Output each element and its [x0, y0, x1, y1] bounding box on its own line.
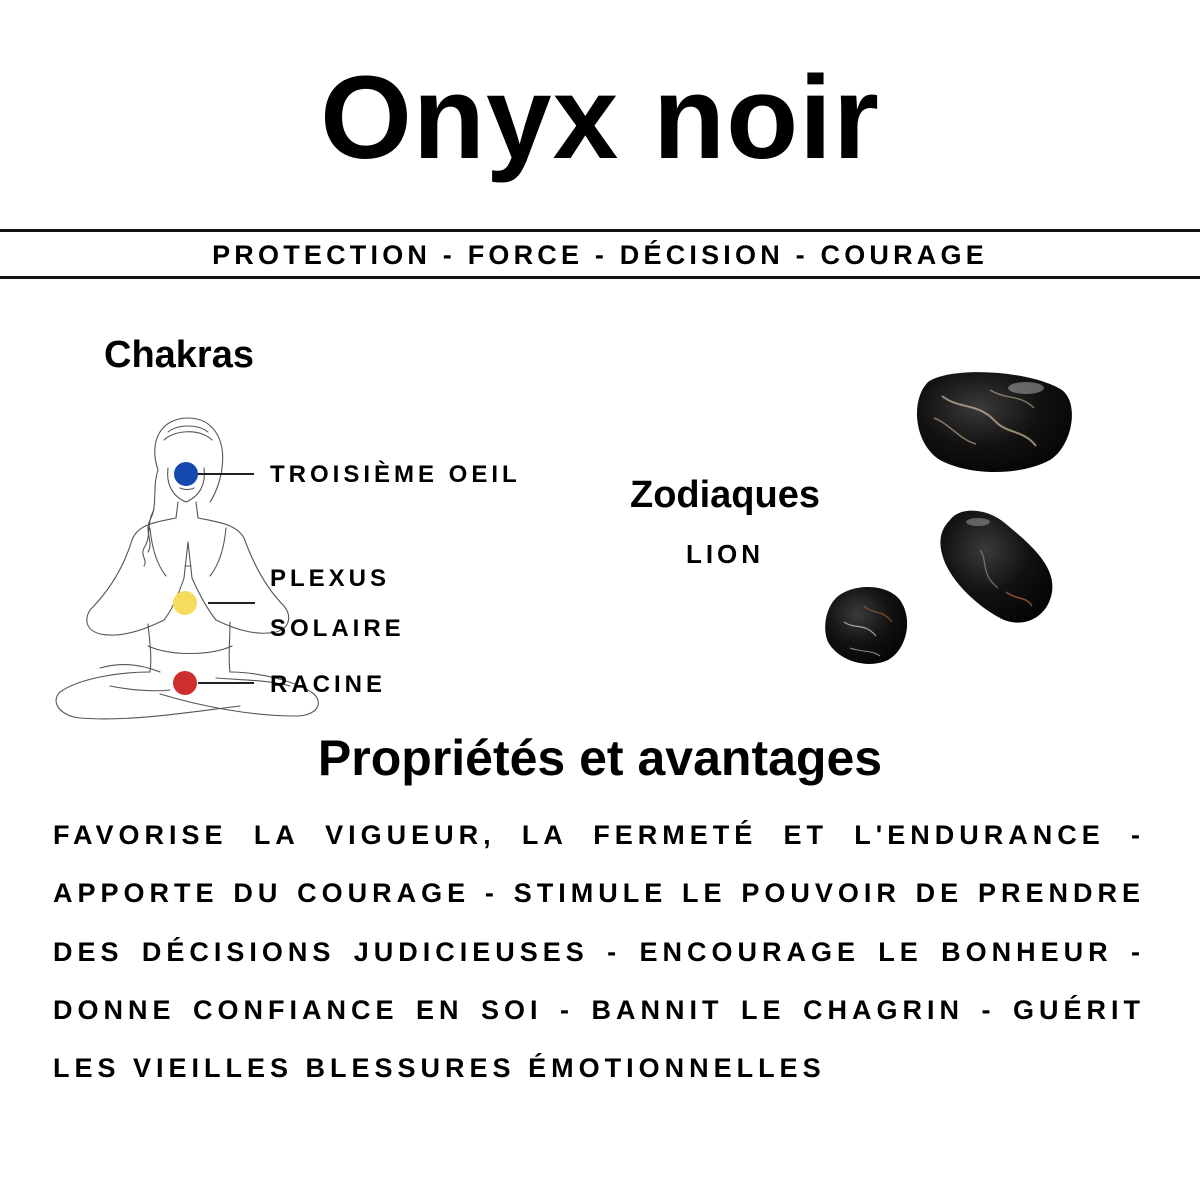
properties-text: FAVORISE LA VIGUEUR, LA FERMETÉ ET L'ENDURANCE - APPORTE DU COURAGE - STIMULE LE POUVOIR DE PRENDRE DES DÉCISIONS JUDICIEUSES - ENCOURAGE LE BONHEUR - DONNE CONFIANCE EN SOI - BANNIT LE CHAGRIN - GUÉRIT LES VIEILLES BLESSURES ÉMOTIONNELLES	[53, 820, 1145, 1084]
page-title: Onyx noir	[320, 52, 880, 184]
chakras-heading: Chakras	[104, 334, 254, 376]
stone-large	[917, 372, 1072, 472]
chakra-label-root: RACINE	[270, 671, 387, 698]
zodiac-value: LION	[685, 539, 765, 569]
onyx-stones-image	[810, 360, 1080, 680]
stone-medium	[940, 511, 1052, 623]
divider-top	[0, 229, 1200, 232]
tagline: PROTECTION - FORCE - DÉCISION - COURAGE	[212, 240, 988, 270]
chakra-label-solar-plexus-line1: PLEXUS	[270, 565, 391, 592]
zodiac-heading: Zodiaques	[629, 474, 821, 516]
stone-small	[825, 587, 907, 664]
chakra-dot-solar-plexus	[173, 591, 197, 615]
chakra-dot-root	[173, 671, 197, 695]
chakra-label-solar-plexus-line2: SOLAIRE	[270, 615, 405, 642]
divider-bottom	[0, 276, 1200, 279]
chakra-dot-third-eye	[174, 462, 198, 486]
chakra-label-third-eye: TROISIÈME OEIL	[270, 461, 521, 488]
properties-heading: Propriétés et avantages	[317, 730, 883, 786]
